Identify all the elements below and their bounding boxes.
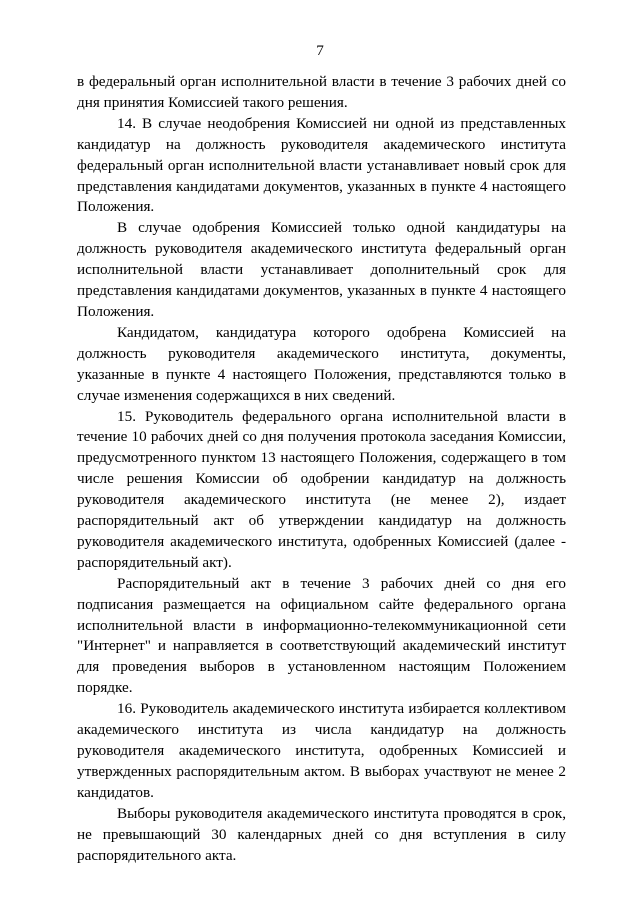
paragraph-approved-candidate: Кандидатом, кандидатура которого одобрена Комиссией на должность руководителя академического института, документы, указанные в пункте 4 настоящего Положения, представляются только в случае изменения содержащихся в них сведений.: [77, 323, 566, 404]
paragraph-continuation: в федеральный орган исполнительной власти в течение 3 рабочих дней со дня принятия Комиссией такого решения.: [77, 73, 566, 111]
paragraph-clause-16: 16. Руководитель академического института избирается коллективом академического института из числа кандидатур на должность руководителя академического института, одобренных Комиссией и утвержденных распорядительным актом. В выборах участвуют не менее 2 кандидатов.: [77, 700, 566, 801]
paragraph-election-term: Выборы руководителя академического института проводятся в срок, не превышающий 30 календарных дней со дня вступления в силу распорядительного акта.: [77, 804, 566, 864]
paragraph-order-publication: Распорядительный акт в течение 3 рабочих дней со дня его подписания размещается на официальном сайте федерального органа исполнительной власти в информационно-телекоммуникационной сети "Интернет" и направляется в соответствующий академический институт для проведения выборов в установленном настоящим Положением порядке.: [77, 574, 566, 697]
document-body: [77, 72, 566, 866]
page-number: 7: [316, 42, 324, 59]
paragraph-clause-15: 15. Руководитель федерального органа исполнительной власти в течение 10 рабочих дней со дня получения протокола заседания Комиссии, предусмотренного пунктом 13 настоящего Положения, содержащего в том числе решения Комиссии об одобрении кандидатур на должность руководителя академического института (не менее 2), издает распорядительный акт об утверждении кандидатур на должность руководителя академического института, одобренных Комиссией (далее - распорядительный акт).: [77, 407, 566, 571]
paragraph-clause-14: 14. В случае неодобрения Комиссией ни одной из представленных кандидатур на должность руководителя академического института федеральный орган исполнительной власти устанавливает новый срок для представления кандидатами документов, указанных в пункте 4 настоящего Положения.: [77, 114, 566, 216]
paragraph-single-candidate: В случае одобрения Комиссией только одной кандидатуры на должность руководителя академического института федеральный орган исполнительной власти устанавливает дополнительный срок для представления кандидатами документов, указанных в пункте 4 настоящего Положения.: [77, 219, 566, 320]
